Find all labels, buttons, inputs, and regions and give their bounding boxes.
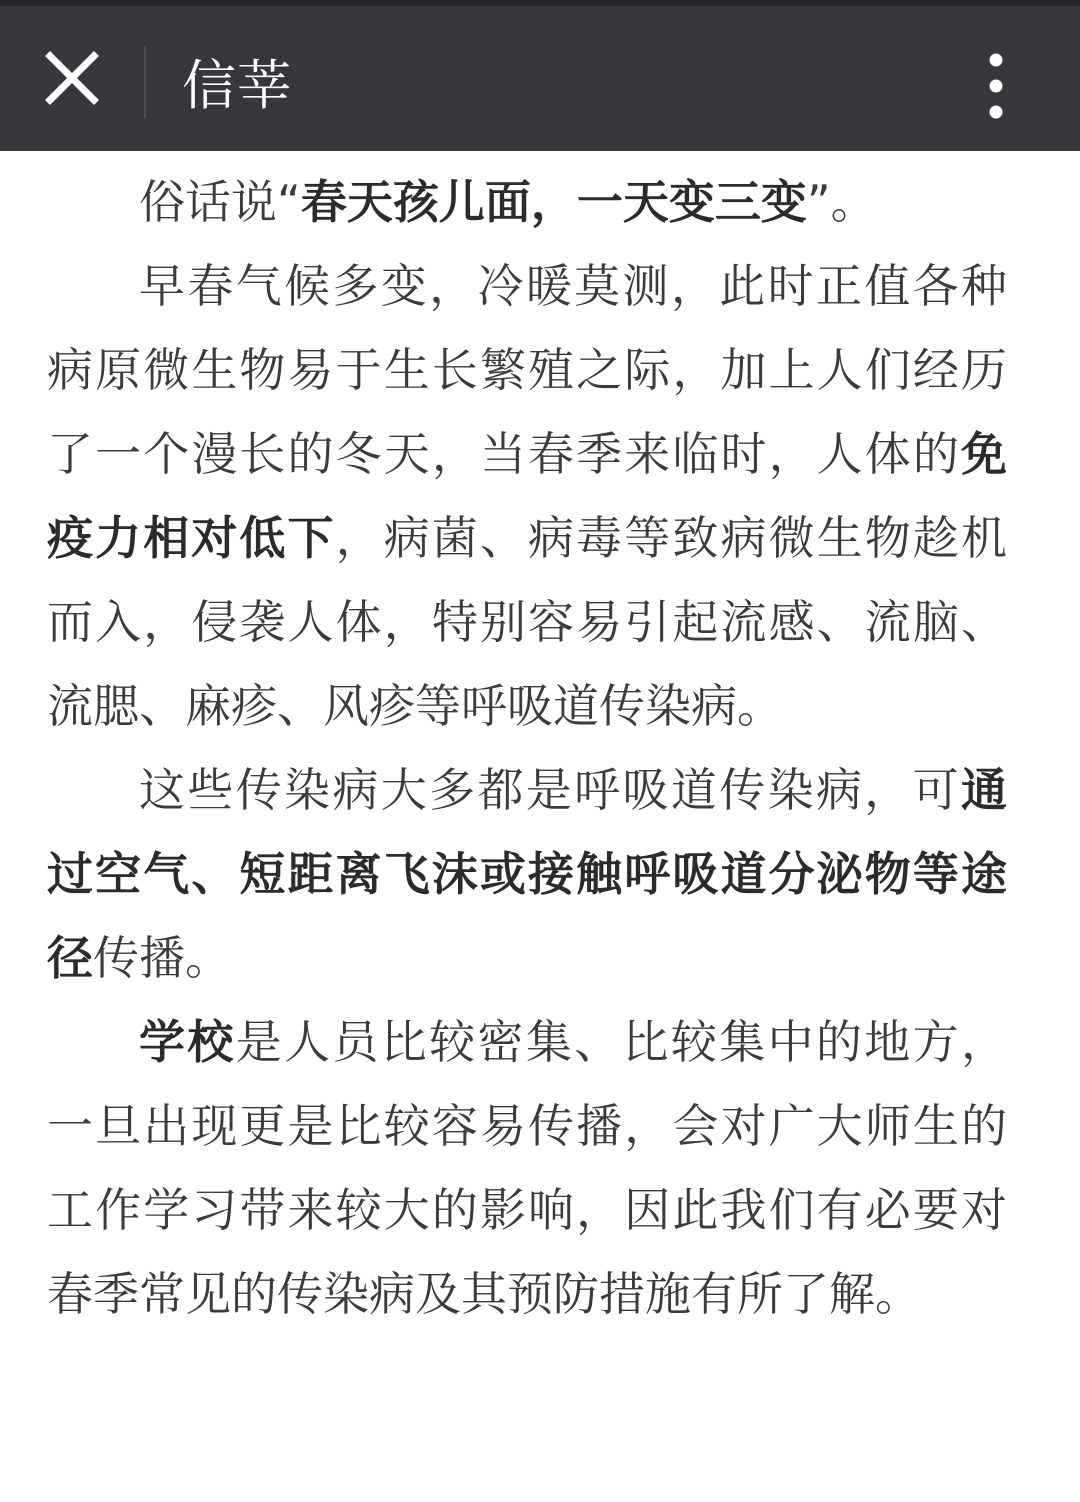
close-button[interactable] bbox=[32, 38, 112, 118]
more-vertical-icon bbox=[966, 44, 1026, 128]
more-options-button[interactable] bbox=[966, 44, 1026, 128]
article-body bbox=[47, 160, 1007, 1336]
paragraph-text: 传播。 bbox=[93, 931, 231, 985]
paragraph-text: ”。 bbox=[806, 175, 877, 229]
paragraph-text: 是人员比较密集、比较集中的地方，一旦出现更是比较容易传播，会对广大师生的工作学习带来较大的影响，因此我们有必要对春季常见的传染病及其预防措施有所了解。 bbox=[47, 1015, 1008, 1321]
article-paragraph bbox=[47, 244, 1007, 748]
top-bar bbox=[0, 0, 1080, 151]
paragraph-text: 早春气候多变，冷暖莫测，此时正值各种病原微生物易于生长繁殖之际，加上人们经历了一个漫长的冬天，当春季来临时，人体的 bbox=[47, 259, 1007, 481]
article-paragraph bbox=[47, 1000, 1007, 1336]
close-icon bbox=[32, 38, 112, 118]
paragraph-emphasis: 通过空气、短距离飞沫或接触呼吸道分泌物等途径 bbox=[47, 763, 1007, 985]
article-paragraph bbox=[47, 160, 1007, 244]
page-title: 信莘 bbox=[182, 54, 292, 117]
paragraph-text: 俗话说“ bbox=[139, 175, 301, 229]
article-paragraph bbox=[47, 748, 1007, 1000]
paragraph-text: ，病菌、病毒等致病微生物趁机而入，侵袭人体，特别容易引起流感、流脑、流腮、麻疹、风疹等呼吸道传染病。 bbox=[47, 511, 1008, 733]
paragraph-emphasis: 免疫力相对低下 bbox=[47, 427, 1007, 565]
paragraph-text: 这些传染病大多都是呼吸道传染病，可 bbox=[139, 763, 961, 817]
header-divider bbox=[144, 46, 146, 118]
paragraph-emphasis: 春天孩儿面，一天变三变 bbox=[300, 175, 807, 229]
paragraph-emphasis: 学校 bbox=[139, 1015, 236, 1069]
